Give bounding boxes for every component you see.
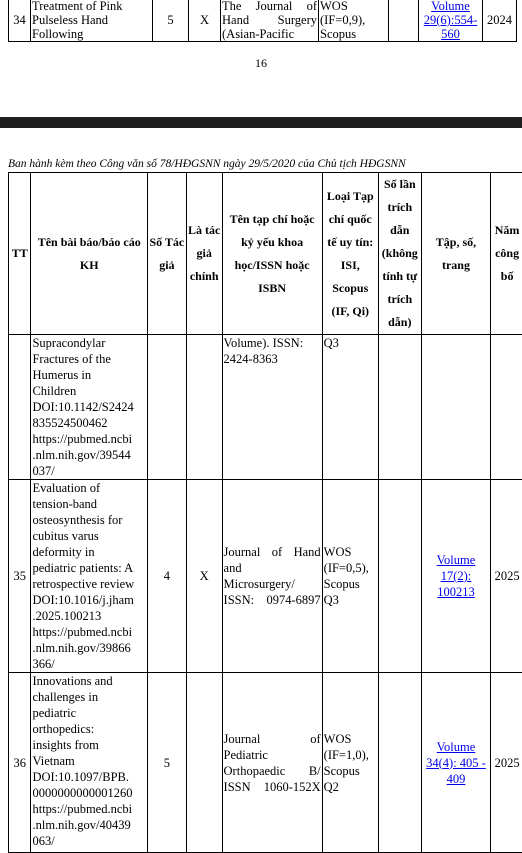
cell-line: 037/ [32,463,145,479]
cell-line[interactable]: 560 [420,27,481,41]
cell-line: Supracondylar [32,335,145,351]
cell-line: retrospective review [32,576,145,592]
cell-line: Journal of [224,731,321,747]
cell-line: Q3 [324,335,377,351]
cell-line: Scopus [320,27,387,41]
cell-line: 2424-8363 [224,351,321,367]
cell-line: and [224,560,321,576]
cell-line: 835524500462 [32,415,145,431]
cell-line: (IF=0,5), [324,560,377,576]
cell-line: (Asian-Pacific [222,27,317,41]
page-number: 16 [0,56,522,71]
cell-line: pediatric [32,705,145,721]
journal-name [222,480,322,673]
citation-count [378,673,421,853]
issued-note: Ban hành kèm theo Công văn số 78/HĐGSNN ngày 29/5/2020 của Chủ tịch HĐGSNN [8,158,406,170]
main-author-mark [186,335,222,480]
header-authors: Số Tác giả [147,173,186,335]
publication-year [491,335,522,480]
author-count: 4 [147,480,186,673]
table-row [9,673,522,853]
citation-count [378,335,421,480]
page-divider [0,117,522,128]
main-author-mark [186,673,222,853]
publications-table [8,172,522,853]
cell-line: challenges in [32,689,145,705]
index-type [319,0,389,42]
article-title [31,673,147,853]
cell-line: (IF=1,0), [324,747,377,763]
cell-line[interactable]: 29(6):554- [420,13,481,27]
header-index: Loại Tạp chí quốc tế uy tín: ISI, Scopus (IF, Qi) [322,173,378,335]
cell-line: WOS [324,731,377,747]
cell-line: insights from [32,737,145,753]
cell-line: Journal of Hand [224,544,321,560]
cell-line: WOS [320,0,387,13]
main-author-mark: X [186,480,222,673]
cell-line: Q2 [324,779,377,795]
volume-link[interactable] [421,673,490,853]
cell-line: Following [32,27,151,41]
table-row [9,0,517,42]
volume-link[interactable] [421,480,490,673]
article-title [31,480,147,673]
previous-page-table [8,0,517,42]
cell-line[interactable]: Volume [420,0,481,13]
header-row [9,173,522,335]
cell-line: tension-band [32,496,145,512]
cell-line: https://pubmed.ncbi [32,624,145,640]
cell-line: DOI:10.1016/j.jham [32,592,145,608]
cell-line: ISSN: 0974-6897 [224,592,321,608]
cell-line[interactable]: 34(4): 405 - [423,755,489,771]
author-count: 5 [147,673,186,853]
header-tt: TT [9,173,31,335]
cell-line[interactable]: 409 [423,771,489,787]
row-number [9,335,31,480]
row-number: 34 [9,0,31,42]
header-title: Tên bài báo/báo cáo KH [31,173,147,335]
cell-line: 366/ [32,656,145,672]
cell-line: .nlm.nih.gov/40439 [32,817,145,833]
cell-line: Pediatric [224,747,321,763]
article-title [31,335,147,480]
cell-line: .nlm.nih.gov/39544 [32,447,145,463]
volume-link[interactable] [419,0,483,42]
cell-line: DOI:10.1097/BPB. [32,769,145,785]
header-year: Năm công bố [491,173,522,335]
header-volume: Tập, số, trang [421,173,490,335]
cell-line: ISSN 1060-152X [224,779,321,795]
journal-name [222,673,322,853]
cell-line: .2025.100213 [32,608,145,624]
cell-line: Vietnam [32,753,145,769]
index-type [322,335,378,480]
header-journal: Tên tạp chí hoặc kỷ yếu khoa học/ISSN hoặc ISBN [222,173,322,335]
publication-year: 2024 [483,0,517,42]
cell-line: Orthopaedic B/ [224,763,321,779]
journal-name [221,0,319,42]
author-count: 5 [153,0,189,42]
cell-line: Humerus in [32,367,145,383]
cell-line: Scopus [324,576,377,592]
header-main-author: Là tác giả chính [186,173,222,335]
cell-line: pediatric patients: A [32,560,145,576]
citation-count [389,0,419,42]
publication-year: 2025 [491,673,522,853]
cell-line[interactable]: 17(2): [423,568,489,584]
cell-line: Innovations and [32,673,145,689]
cell-line: 063/ [32,833,145,849]
cell-line: osteosynthesis for [32,512,145,528]
cell-line: Volume). ISSN: [224,335,321,351]
cell-line: https://pubmed.ncbi [32,431,145,447]
index-type [322,673,378,853]
cell-line: .nlm.nih.gov/39866 [32,640,145,656]
cell-line[interactable]: 100213 [423,584,489,600]
article-title [31,0,153,42]
cell-line[interactable]: Volume [423,739,489,755]
cell-line: (IF=0,9), [320,13,387,27]
cell-line: cubitus varus [32,528,145,544]
cell-line: WOS [324,544,377,560]
journal-name [222,335,322,480]
cell-line: Hand Surgery [222,13,317,27]
cell-line: Treatment of Pink [32,0,151,13]
row-number: 35 [9,480,31,673]
volume-link[interactable] [421,335,490,480]
cell-line: Children [32,383,145,399]
table-row [9,335,522,480]
header-citations: Số lần trích dẫn (không tính tự trích dẫn) [378,173,421,335]
cell-line: Microsurgery/ [224,576,321,592]
cell-line: Pulseless Hand [32,13,151,27]
cell-line: deformity in [32,544,145,560]
cell-line: https://pubmed.ncbi [32,801,145,817]
cell-line: Scopus [324,763,377,779]
cell-line: Q3 [324,592,377,608]
cell-line: The Journal of [222,0,317,13]
cell-line: Fractures of the [32,351,145,367]
cell-line: orthopedics: [32,721,145,737]
index-type [322,480,378,673]
cell-line: 0000000000001260 [32,785,145,801]
cell-line: Evaluation of [32,480,145,496]
row-number: 36 [9,673,31,853]
publication-year: 2025 [491,480,522,673]
main-author-mark: X [189,0,221,42]
cell-line[interactable]: Volume [423,552,489,568]
cell-line: DOI:10.1142/S2424 [32,399,145,415]
author-count [147,335,186,480]
citation-count [378,480,421,673]
table-row [9,480,522,673]
